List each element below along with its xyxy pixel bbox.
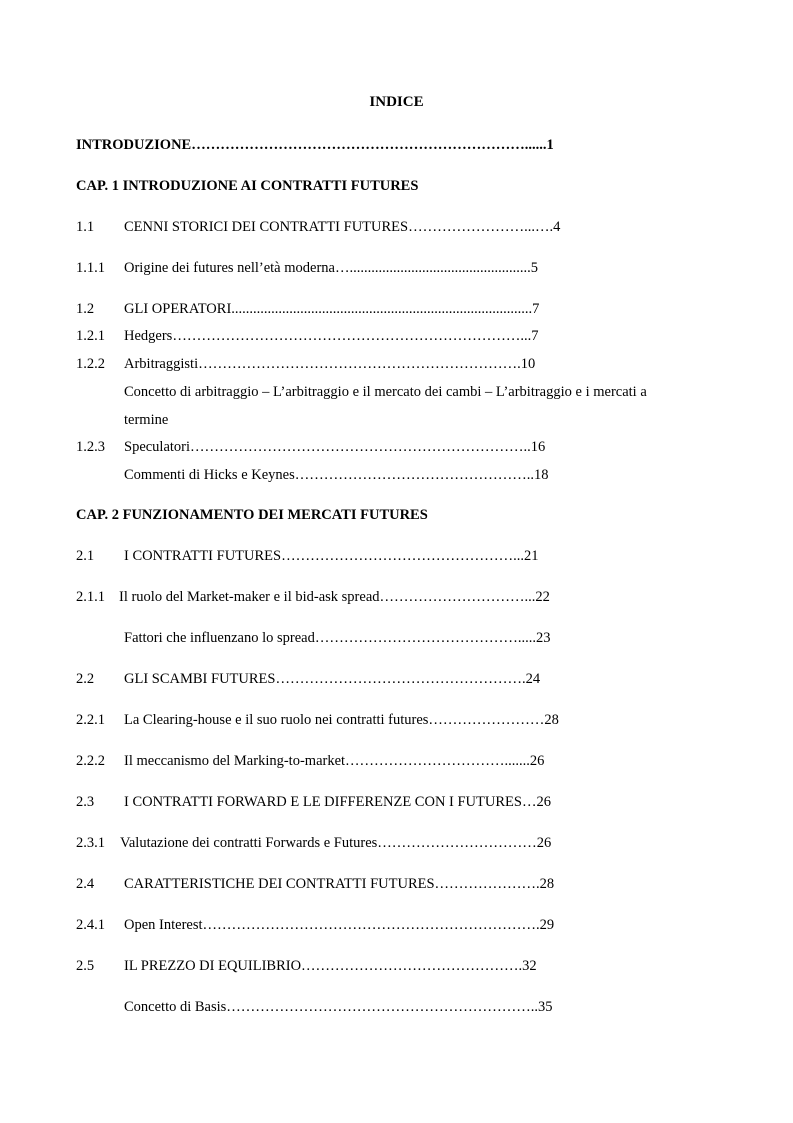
toc-entry-text: La Clearing-house e il suo ruolo nei contratti futures……………………28: [124, 712, 559, 728]
toc-entry-number: 2.3: [76, 794, 95, 810]
toc-entry-text: Commenti di Hicks e Keynes…………………………………………..18: [124, 467, 549, 483]
toc-entry-number: 2.2: [76, 671, 95, 687]
toc-entry-number: 2.4: [76, 876, 95, 892]
toc-entry-number: 2.2.1: [76, 712, 105, 728]
toc-entry-number: 1.2.2: [76, 356, 105, 372]
toc-entry-text: Valutazione dei contratti Forwards e Futures……………………………26: [120, 835, 552, 851]
toc-entry-number: 1.2.3: [76, 439, 105, 455]
toc-entry-number: 2.1.1: [76, 589, 105, 605]
toc-subentry-arbitraggio: Concetto di arbitraggio – L’arbitraggio e il mercato dei cambi – L’arbitraggio e i mercati a: [124, 384, 647, 400]
page-title: INDICE: [369, 94, 424, 110]
toc-chapter-1-heading[interactable]: [76, 177, 418, 195]
toc-entry-introduzione[interactable]: [76, 136, 554, 154]
toc-entry-text: GLI OPERATORI...................................................................................7: [124, 301, 540, 317]
toc-entry-text: Il ruolo del Market-maker e il bid-ask spread…………………………...22: [119, 589, 550, 605]
toc-entry-text: CENNI STORICI DEI CONTRATTI FUTURES……………………...….4: [124, 219, 561, 235]
toc-entry-text: Open Interest…………………………………………………………….29: [124, 917, 555, 933]
toc-entry-text: Fattori che influenzano lo spread…………………………………….....23: [124, 630, 551, 646]
toc-entry-text: GLI SCAMBI FUTURES…………………………………………….24: [124, 671, 541, 687]
toc-entry-text: CARATTERISTICHE DEI CONTRATTI FUTURES………………….28: [124, 876, 555, 892]
toc-entry-text: IL PREZZO DI EQUILIBRIO……………………………………….32: [124, 958, 537, 974]
toc-entry-number: 1.2.1: [76, 328, 105, 344]
toc-entry-number: 1.1: [76, 219, 95, 235]
toc-entry-text: I CONTRATTI FUTURES…………………………………………...21: [124, 548, 539, 564]
toc-entry-number: 1.1.1: [76, 260, 105, 276]
toc-entry-number: 2.3.1: [76, 835, 105, 851]
toc-entry-text: Speculatori……………………………………………………………..16: [124, 439, 546, 455]
toc-entry-text: Origine dei futures nell’età moderna…..................................................5: [124, 260, 538, 276]
toc-entry-text: INTRODUZIONE……………………………………………………………......1: [76, 137, 554, 153]
toc-entry-number: 2.2.2: [76, 753, 105, 769]
toc-entry-text: CAP. 1 INTRODUZIONE AI CONTRATTI FUTURES: [76, 178, 419, 194]
toc-entry-text: I CONTRATTI FORWARD E LE DIFFERENZE CON I FUTURES…26: [124, 794, 551, 810]
toc-subentry-arbitraggio-continued: termine: [124, 412, 169, 428]
toc-entry-number: 1.2: [76, 301, 95, 317]
toc-entry-number: 2.5: [76, 958, 95, 974]
toc-entry-text: Arbitraggisti………………………………………………………….10: [124, 356, 536, 372]
toc-entry-text: Hedgers………………………………………………………………...7: [124, 328, 539, 344]
toc-entry-number: 2.1: [76, 548, 95, 564]
toc-entry-number: 2.4.1: [76, 917, 105, 933]
toc-entry-text: Concetto di Basis………………………………………………………..35: [124, 999, 553, 1015]
toc-chapter-2-heading[interactable]: [76, 506, 428, 524]
toc-entry-text: CAP. 2 FUNZIONAMENTO DEI MERCATI FUTURES: [76, 507, 428, 523]
toc-entry-text: Il meccanismo del Marking-to-market…………………………….......26: [124, 753, 545, 769]
